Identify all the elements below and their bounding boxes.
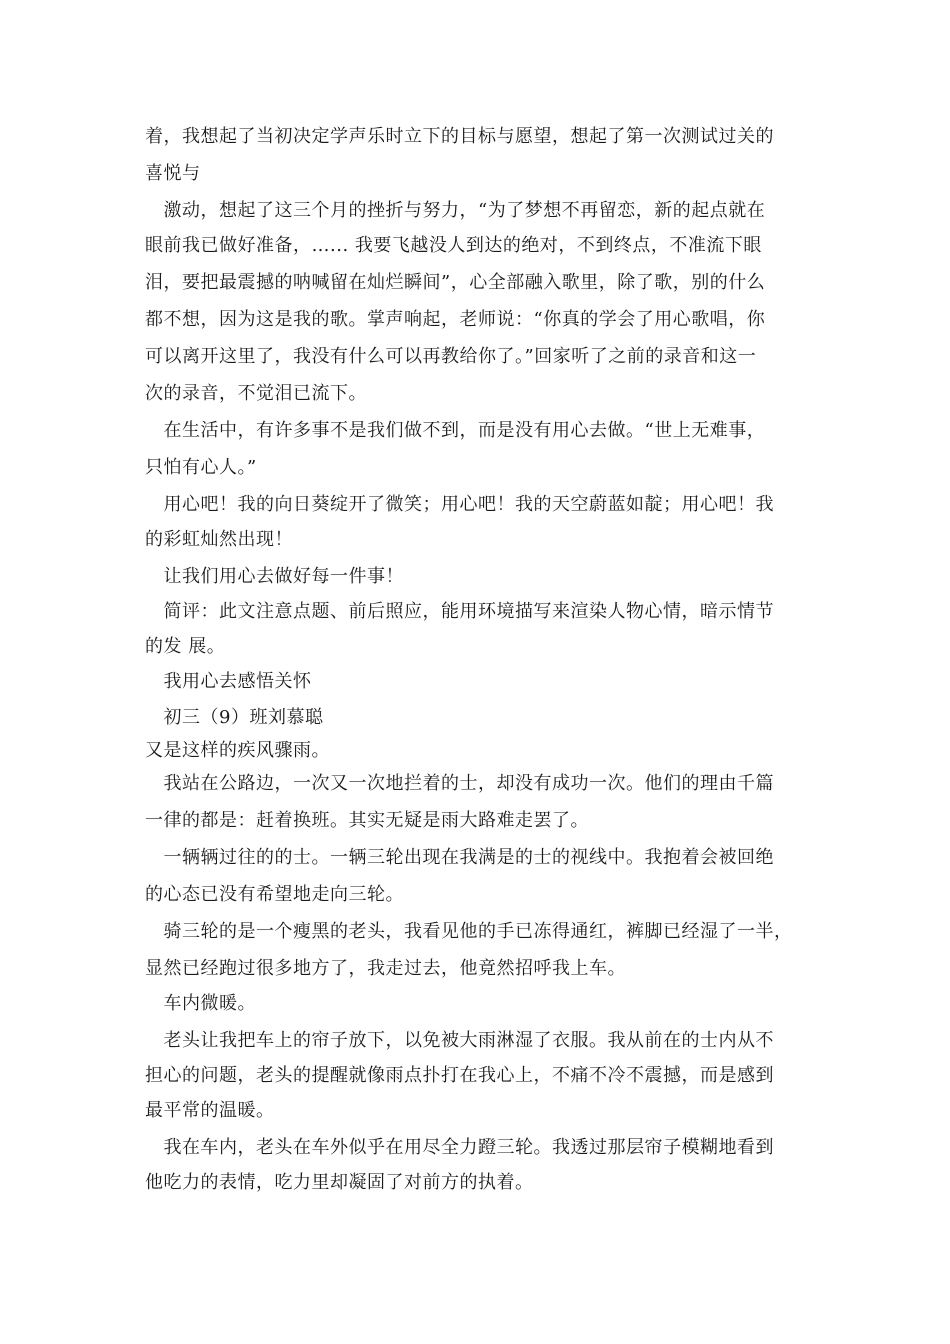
text-line: 着，我想起了当初决定学声乐时立下的目标与愿望，想起了第一次测试过关的 xyxy=(145,126,774,147)
text-line: 让我们用心去做好每一件事！ xyxy=(145,566,404,587)
text-line: 显然已经跑过很多地方了，我走过去，他竟然招呼我上车。 xyxy=(145,958,626,979)
text-line: 的彩虹灿然出现！ xyxy=(145,529,293,550)
text-line: 最平常的温暖。 xyxy=(145,1100,275,1121)
text-line: 泪，要把最震撼的呐喊留在灿烂瞬间”，心全部融入歌里，除了歌，别的什么 xyxy=(145,272,766,293)
text-line: 用心吧！我的向日葵绽开了微笑；用心吧！我的天空蔚蓝如靛；用心吧！我 xyxy=(145,494,774,515)
text-line: 在生活中，有许多事不是我们做不到，而是没有用心去做。“世上无难事， xyxy=(145,420,766,441)
text-line: 骑三轮的是一个瘦黑的老头，我看见他的手已冻得通红，裤脚已经湿了一半， xyxy=(145,921,793,942)
text-line: 可以离开这里了，我没有什么可以再教给你了。”回家听了之前的录音和这一 xyxy=(145,346,757,367)
text-line: 次的录音，不觉泪已流下。 xyxy=(145,383,367,404)
text-line: 喜悦与 xyxy=(145,163,201,184)
text-line: 简评：此文注意点题、前后照应，能用环境描写来渲染人物心情，暗示情节 xyxy=(145,601,774,622)
text-line: 初三（9）班刘慕聪 xyxy=(145,707,324,728)
text-line: 我站在公路边，一次又一次地拦着的士，却没有成功一次。他们的理由千篇 xyxy=(145,773,774,794)
text-line: 一律的都是：赶着换班。其实无疑是雨大路难走罢了。 xyxy=(145,810,589,831)
text-line: 激动，想起了这三个月的挫折与努力，“为了梦想不再留恋，新的起点就在 xyxy=(145,200,766,221)
text-line: 他吃力的表情，吃力里却凝固了对前方的执着。 xyxy=(145,1172,534,1193)
text-line: 担心的问题，老头的提醒就像雨点扑打在我心上，不痛不冷不震撼，而是感到 xyxy=(145,1065,774,1086)
text-line: 的发 展。 xyxy=(145,636,226,657)
text-line: 一辆辆过往的的士。一辆三轮出现在我满是的士的视线中。我抱着会被回绝 xyxy=(145,847,774,868)
text-line: 我用心去感悟关怀 xyxy=(145,671,312,692)
text-line: 的心态已没有希望地走向三轮。 xyxy=(145,884,404,905)
text-line: 车内微暖。 xyxy=(145,993,256,1014)
text-line: 都不想，因为这是我的歌。掌声响起，老师说：“你真的学会了用心歌唱，你 xyxy=(145,309,766,330)
text-line: 只怕有心人。” xyxy=(145,457,257,478)
text-line: 老头让我把车上的帘子放下，以免被大雨淋湿了衣服。我从前在的士内从不 xyxy=(145,1030,774,1051)
text-line: 又是这样的疾风骤雨。 xyxy=(145,740,330,761)
text-line: 我在车内，老头在车外似乎在用尽全力蹬三轮。我透过那层帘子模糊地看到 xyxy=(145,1137,774,1158)
text-line: 眼前我已做好准备，…... 我要飞越没人到达的绝对，不到终点，不准流下眼 xyxy=(145,235,762,256)
